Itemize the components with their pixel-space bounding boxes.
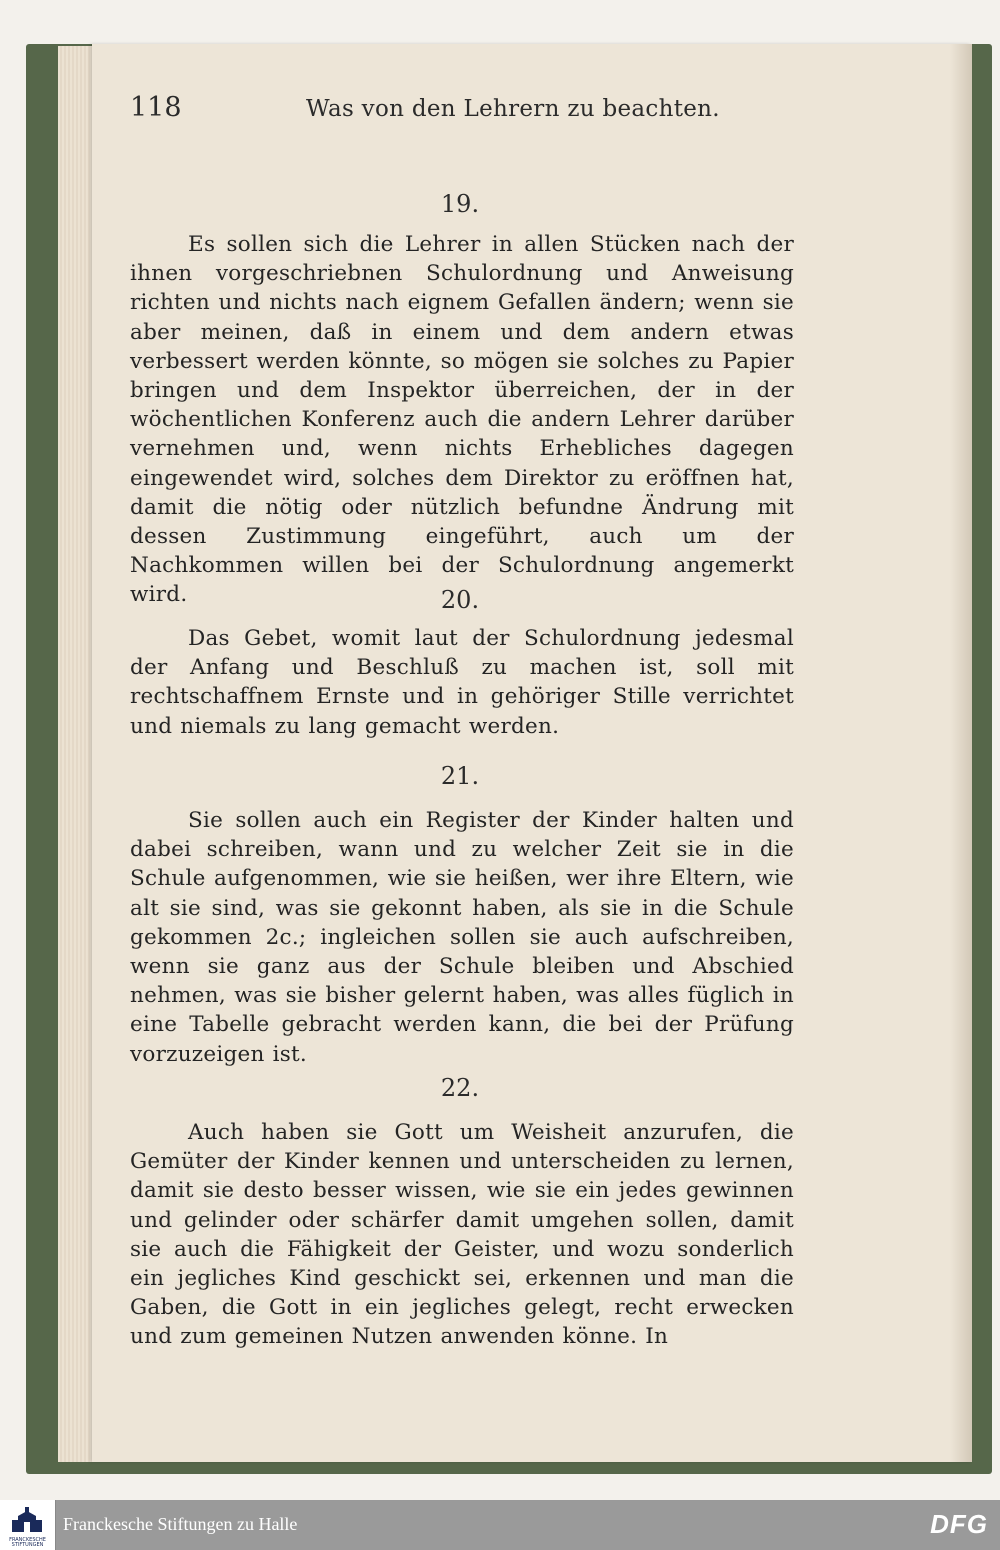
running-head [130,92,770,132]
section-number: 21. [440,762,480,790]
page-number: 118 [130,92,182,123]
section-number: 20. [440,586,480,614]
dfg-logo[interactable]: DFG [930,1509,988,1539]
running-head-title: Was von den Lehrern zu beachten. [306,96,720,122]
logo-caption: FRANCKESCHE STIFTUNGEN [9,1537,46,1548]
section-paragraph: Es sollen sich die Lehrer in allen Stücken nach der ihnen vorgeschriebnen Schulordnung und Anweisung richten und nichts nach eignem Gefallen ändern; wenn sie aber meinen, daß in einem und dem andern etwas verbessert werden könnte, so mögen sie solches zu Papier bringen und dem Inspektor überreichen, der in der wöchentlichen Konferenz auch die andern Lehrer darüber vernehmen und, wenn nichts Erhebliches dagegen eingewendet wird, solches dem Direktor zu eröffnen hat, damit die nötig oder nützlich befundne Ändrung mit dessen Zustimmung eingeführt, auch um der Nachkommen willen bei der Schulordnung angemerkt wird. [130,232,794,608]
institution-logo[interactable] [0,1500,56,1550]
section-paragraph: Sie sollen auch ein Register der Kinder halten und dabei schreiben, wann und zu welcher Zeit sie in die Schule aufgenommen, wie sie heißen, wer ihre Eltern, wie alt sie sind, was sie gekonnt haben, als sie in die Schule gekommen 2c.; ingleichen sollen sie auch aufschreiben, wenn sie ganz aus der Schule bleiben und Abschied nehmen, was sie bisher gelernt haben, was alles füglich in eine Tabelle gebracht werden kann, die bei der Prüfung vorzuzeigen ist. [130,808,794,1067]
section-paragraph: Auch haben sie Gott um Weisheit anzurufen, die Gemüter der Kinder kennen und unterscheiden zu lernen, damit sie desto besser wissen, wie sie ein jedes gewinnen und gelinder oder schärfer damit umgehen sollen, damit sie auch die Fähigkeit der Geister, und wozu sonderlich ein jegliches Kind geschickt sei, erkennen und man die Gaben, die Gott in ein jegliches gelegt, recht erwecken und zum gemeinen Nutzen anwenden könne. In [130,1120,794,1350]
viewer-footer [0,1500,1000,1550]
institution-name[interactable]: Franckesche Stiftungen zu Halle [63,1514,298,1534]
section-number: 19. [440,190,480,218]
page-gutter-shadow [950,44,972,1462]
section-number: 22. [440,1074,480,1102]
section-paragraph: Das Gebet, womit laut der Schulordnung jedesmal der Anfang und Beschluß zu machen ist, soll mit rechtschaffnem Ernste und in gehöriger Stille verrichtet und niemals zu lang gemacht werden. [130,626,794,739]
franckesche-stiftungen-logo-icon [8,1504,46,1536]
